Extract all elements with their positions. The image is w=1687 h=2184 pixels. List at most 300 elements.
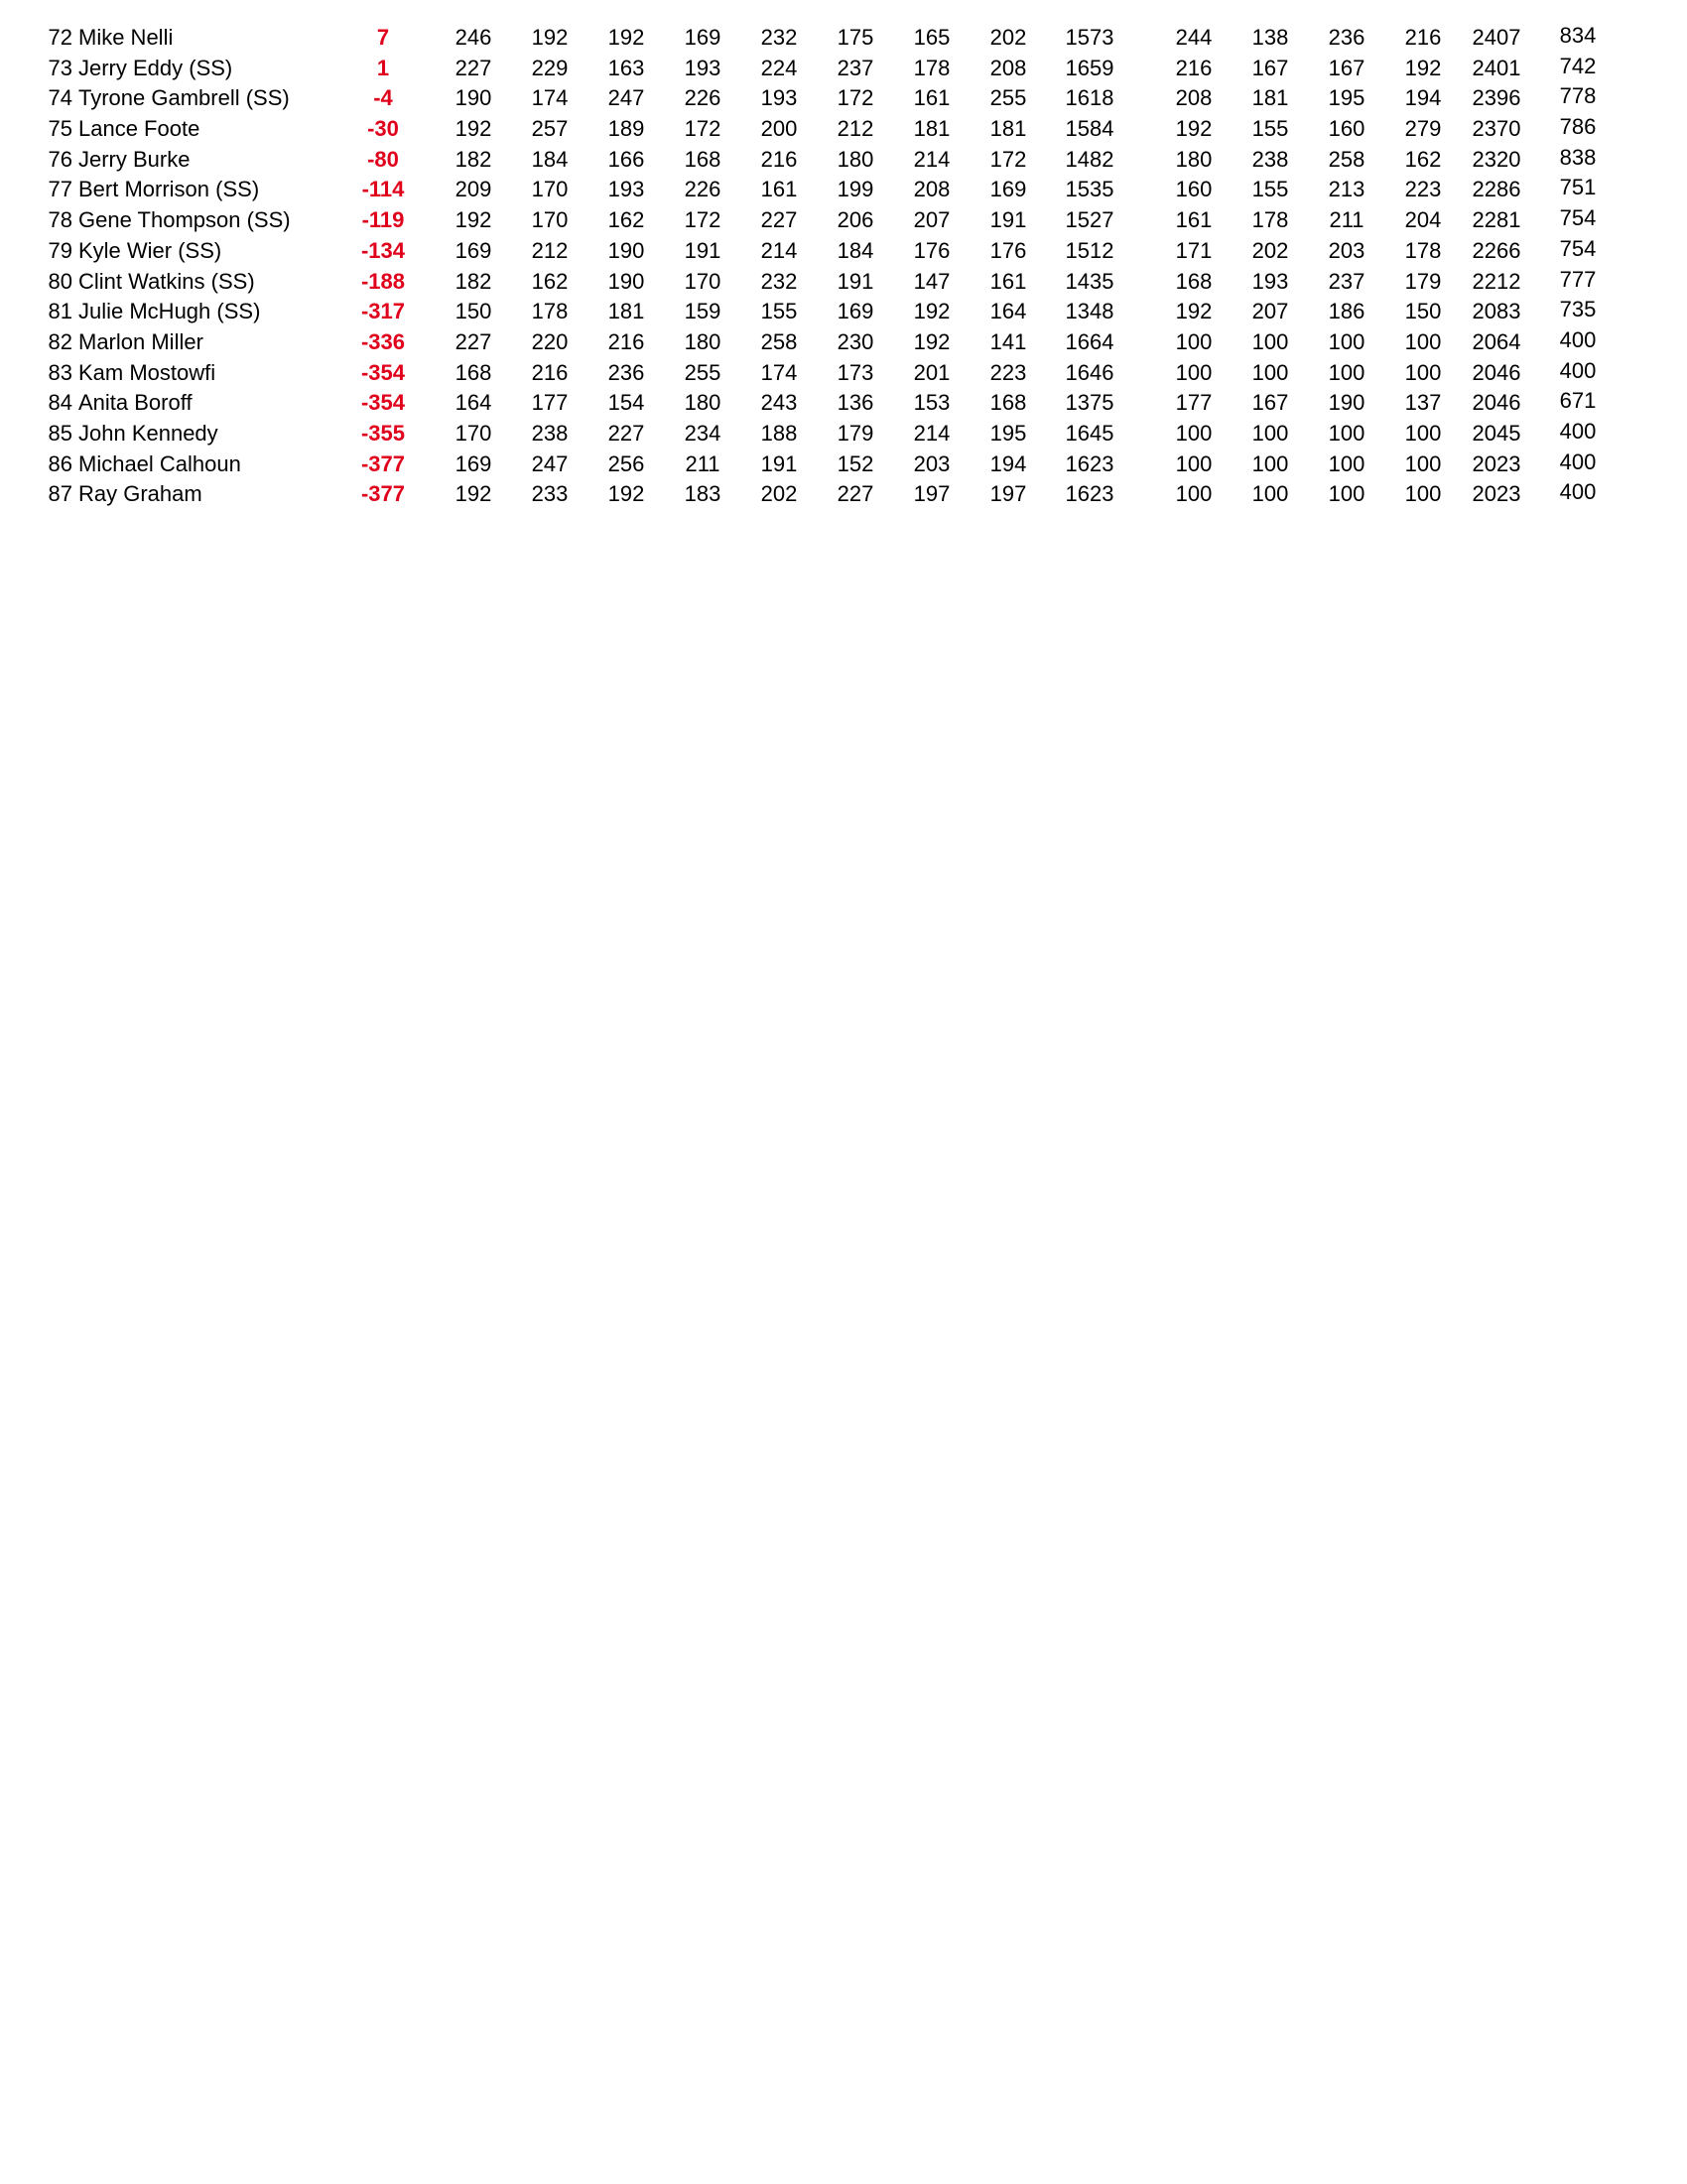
game-score-cell: 170: [531, 177, 569, 202]
game-score-cell: 100: [1328, 450, 1365, 476]
subtotal-cell: 1512: [1065, 237, 1114, 263]
game-score-cell: 211: [1329, 207, 1364, 233]
game-score-cell: 100: [1404, 420, 1442, 446]
game-score-cell: 195: [989, 420, 1027, 446]
bowler-name-cell: Julie McHugh (SS): [78, 299, 261, 324]
subtotal-cell: 1618: [1065, 85, 1114, 111]
game-score-cell: 256: [607, 450, 645, 476]
game-score-cell: 172: [989, 146, 1027, 172]
series-cell: 751: [1559, 175, 1597, 200]
game-score-cell: 211: [685, 450, 720, 476]
game-score-cell: 168: [989, 390, 1027, 416]
game-score-cell: 172: [684, 116, 721, 142]
rank-cell: 80: [48, 268, 72, 294]
bowler-name-cell: John Kennedy: [78, 420, 218, 446]
game-score-cell: 100: [1175, 359, 1213, 385]
subtotal-cell: 1375: [1065, 390, 1114, 416]
game-score-cell: 182: [454, 268, 492, 294]
game-score-cell: 191: [760, 450, 798, 476]
game-score-cell: 258: [1328, 146, 1365, 172]
bowler-name-cell: Marlon Miller: [78, 328, 203, 354]
game-score-cell: 100: [1404, 359, 1442, 385]
game-score-cell: 155: [1251, 177, 1289, 202]
game-score-cell: 202: [1251, 237, 1289, 263]
game-score-cell: 246: [454, 25, 492, 50]
differential-cell: -355: [360, 420, 406, 446]
bowler-name-cell: Clint Watkins (SS): [78, 268, 255, 294]
game-score-cell: 168: [684, 146, 721, 172]
bowler-name-cell: Michael Calhoun: [78, 450, 241, 476]
total-cell: 2401: [1472, 55, 1521, 80]
total-cell: 2281: [1472, 207, 1521, 233]
game-score-cell: 237: [837, 55, 874, 80]
rank-cell: 74: [48, 85, 72, 111]
game-score-cell: 226: [684, 85, 721, 111]
differential-cell: -354: [360, 359, 406, 385]
game-score-cell: 237: [1328, 268, 1365, 294]
rank-cell: 85: [48, 420, 72, 446]
game-score-cell: 208: [1175, 85, 1213, 111]
game-score-cell: 176: [913, 237, 951, 263]
game-score-cell: 236: [607, 359, 645, 385]
differential-cell: -119: [361, 207, 405, 233]
differential-cell: -80: [367, 146, 399, 172]
game-score-cell: 169: [684, 25, 721, 50]
game-score-cell: 147: [913, 268, 951, 294]
game-score-cell: 141: [989, 328, 1027, 354]
total-cell: 2407: [1472, 25, 1521, 50]
total-cell: 2396: [1472, 85, 1521, 111]
game-score-cell: 181: [913, 116, 951, 142]
game-score-cell: 167: [1251, 390, 1289, 416]
game-score-cell: 257: [531, 116, 569, 142]
game-score-cell: 209: [454, 177, 492, 202]
rank-cell: 78: [48, 207, 72, 233]
rank-cell: 75: [48, 116, 72, 142]
differential-cell: -30: [367, 116, 399, 142]
total-cell: 2370: [1472, 116, 1521, 142]
game-score-cell: 234: [684, 420, 721, 446]
game-score-cell: 197: [913, 481, 951, 507]
game-score-cell: 181: [607, 299, 645, 324]
game-score-cell: 169: [454, 237, 492, 263]
game-score-cell: 100: [1251, 359, 1289, 385]
game-score-cell: 150: [1404, 299, 1442, 324]
game-score-cell: 169: [454, 450, 492, 476]
game-score-cell: 168: [454, 359, 492, 385]
game-score-cell: 165: [913, 25, 951, 50]
differential-cell: 1: [376, 55, 390, 80]
rank-cell: 79: [48, 237, 72, 263]
differential-cell: -354: [360, 390, 406, 416]
game-score-cell: 203: [913, 450, 951, 476]
game-score-cell: 195: [1328, 85, 1365, 111]
series-cell: 778: [1559, 83, 1597, 109]
game-score-cell: 223: [1404, 177, 1442, 202]
game-score-cell: 223: [989, 359, 1027, 385]
game-score-cell: 236: [1328, 25, 1365, 50]
game-score-cell: 179: [837, 420, 874, 446]
game-score-cell: 178: [1251, 207, 1289, 233]
game-score-cell: 172: [837, 85, 874, 111]
game-score-cell: 190: [454, 85, 492, 111]
game-score-cell: 192: [531, 25, 569, 50]
game-score-cell: 138: [1251, 25, 1289, 50]
game-score-cell: 170: [531, 207, 569, 233]
game-score-cell: 100: [1328, 420, 1365, 446]
rank-cell: 81: [48, 299, 72, 324]
game-score-cell: 227: [454, 328, 492, 354]
bowler-name-cell: Ray Graham: [78, 481, 202, 507]
game-score-cell: 214: [913, 146, 951, 172]
game-score-cell: 100: [1175, 328, 1213, 354]
game-score-cell: 247: [607, 85, 645, 111]
game-score-cell: 202: [760, 481, 798, 507]
game-score-cell: 100: [1404, 481, 1442, 507]
total-cell: 2212: [1472, 268, 1521, 294]
table-row: [0, 328, 1687, 359]
game-score-cell: 229: [531, 55, 569, 80]
bowler-name-cell: Kam Mostowfi: [78, 359, 216, 385]
game-score-cell: 100: [1404, 450, 1442, 476]
game-score-cell: 178: [531, 299, 569, 324]
game-score-cell: 100: [1175, 481, 1213, 507]
game-score-cell: 214: [913, 420, 951, 446]
game-score-cell: 100: [1251, 420, 1289, 446]
table-row: [0, 176, 1687, 206]
game-score-cell: 173: [837, 359, 874, 385]
series-cell: 777: [1559, 266, 1597, 292]
table-row: [0, 237, 1687, 268]
game-score-cell: 216: [531, 359, 569, 385]
game-score-cell: 181: [1251, 85, 1289, 111]
series-cell: 754: [1559, 205, 1597, 231]
differential-cell: -134: [360, 237, 406, 263]
table-row: [0, 389, 1687, 420]
game-score-cell: 183: [684, 481, 721, 507]
game-score-cell: 212: [531, 237, 569, 263]
game-score-cell: 177: [531, 390, 569, 416]
game-score-cell: 232: [760, 268, 798, 294]
game-score-cell: 192: [454, 116, 492, 142]
table-row: [0, 55, 1687, 85]
total-cell: 2046: [1472, 359, 1521, 385]
game-score-cell: 216: [1175, 55, 1213, 80]
game-score-cell: 255: [989, 85, 1027, 111]
game-score-cell: 193: [760, 85, 798, 111]
game-score-cell: 170: [684, 268, 721, 294]
game-score-cell: 192: [454, 207, 492, 233]
bowler-name-cell: Jerry Burke: [78, 146, 191, 172]
total-cell: 2045: [1472, 420, 1521, 446]
game-score-cell: 164: [454, 390, 492, 416]
game-score-cell: 178: [913, 55, 951, 80]
game-score-cell: 194: [989, 450, 1027, 476]
game-score-cell: 238: [1251, 146, 1289, 172]
series-cell: 834: [1559, 23, 1597, 48]
game-score-cell: 258: [760, 328, 798, 354]
game-score-cell: 153: [913, 390, 951, 416]
game-score-cell: 161: [913, 85, 951, 111]
table-row: [0, 206, 1687, 237]
game-score-cell: 279: [1404, 116, 1442, 142]
game-score-cell: 192: [607, 481, 645, 507]
total-cell: 2083: [1472, 299, 1521, 324]
bowler-name-cell: Mike Nelli: [78, 25, 174, 50]
series-cell: 742: [1559, 53, 1597, 78]
game-score-cell: 159: [684, 299, 721, 324]
game-score-cell: 180: [837, 146, 874, 172]
game-score-cell: 204: [1404, 207, 1442, 233]
subtotal-cell: 1659: [1065, 55, 1114, 80]
differential-cell: 7: [376, 25, 390, 50]
table-row: [0, 24, 1687, 55]
game-score-cell: 207: [913, 207, 951, 233]
game-score-cell: 178: [1404, 237, 1442, 263]
game-score-cell: 200: [760, 116, 798, 142]
total-cell: 2046: [1472, 390, 1521, 416]
subtotal-cell: 1646: [1065, 359, 1114, 385]
subtotal-cell: 1664: [1065, 328, 1114, 354]
differential-cell: -188: [360, 268, 406, 294]
game-score-cell: 160: [1175, 177, 1213, 202]
table-row: [0, 359, 1687, 390]
game-score-cell: 162: [607, 207, 645, 233]
table-row: [0, 84, 1687, 115]
game-score-cell: 177: [1175, 390, 1213, 416]
series-cell: 786: [1559, 114, 1597, 140]
table-row: [0, 298, 1687, 328]
game-score-cell: 162: [1404, 146, 1442, 172]
differential-cell: -336: [360, 328, 406, 354]
differential-cell: -377: [360, 481, 406, 507]
game-score-cell: 100: [1404, 328, 1442, 354]
game-score-cell: 100: [1175, 450, 1213, 476]
game-score-cell: 191: [837, 268, 874, 294]
series-cell: 400: [1559, 479, 1597, 505]
rank-cell: 84: [48, 390, 72, 416]
game-score-cell: 184: [531, 146, 569, 172]
bowler-name-cell: Jerry Eddy (SS): [78, 55, 233, 80]
game-score-cell: 155: [760, 299, 798, 324]
game-score-cell: 193: [1251, 268, 1289, 294]
game-score-cell: 207: [1251, 299, 1289, 324]
rank-cell: 86: [48, 450, 72, 476]
game-score-cell: 184: [837, 237, 874, 263]
game-score-cell: 172: [684, 207, 721, 233]
game-score-cell: 100: [1251, 328, 1289, 354]
subtotal-cell: 1623: [1065, 481, 1114, 507]
subtotal-cell: 1482: [1065, 146, 1114, 172]
game-score-cell: 213: [1328, 177, 1365, 202]
game-score-cell: 155: [1251, 116, 1289, 142]
game-score-cell: 192: [607, 25, 645, 50]
game-score-cell: 214: [760, 237, 798, 263]
subtotal-cell: 1584: [1065, 116, 1114, 142]
game-score-cell: 175: [837, 25, 874, 50]
game-score-cell: 186: [1328, 299, 1365, 324]
game-score-cell: 230: [837, 328, 874, 354]
game-score-cell: 238: [531, 420, 569, 446]
game-score-cell: 174: [531, 85, 569, 111]
subtotal-cell: 1573: [1065, 25, 1114, 50]
series-cell: 754: [1559, 235, 1597, 261]
bowler-name-cell: Kyle Wier (SS): [78, 237, 222, 263]
bowler-name-cell: Lance Foote: [78, 116, 200, 142]
total-cell: 2064: [1472, 328, 1521, 354]
subtotal-cell: 1623: [1065, 450, 1114, 476]
game-score-cell: 227: [454, 55, 492, 80]
subtotal-cell: 1645: [1065, 420, 1114, 446]
game-score-cell: 244: [1175, 25, 1213, 50]
game-score-cell: 176: [989, 237, 1027, 263]
game-score-cell: 179: [1404, 268, 1442, 294]
series-cell: 400: [1559, 326, 1597, 352]
game-score-cell: 243: [760, 390, 798, 416]
game-score-cell: 163: [607, 55, 645, 80]
rank-cell: 76: [48, 146, 72, 172]
game-score-cell: 181: [989, 116, 1027, 142]
game-score-cell: 152: [837, 450, 874, 476]
table-row: [0, 146, 1687, 177]
series-cell: 400: [1559, 449, 1597, 474]
table-row: [0, 420, 1687, 450]
game-score-cell: 180: [684, 328, 721, 354]
game-score-cell: 255: [684, 359, 721, 385]
total-cell: 2023: [1472, 481, 1521, 507]
game-score-cell: 232: [760, 25, 798, 50]
game-score-cell: 192: [913, 299, 951, 324]
game-score-cell: 166: [607, 146, 645, 172]
game-score-cell: 180: [684, 390, 721, 416]
subtotal-cell: 1527: [1065, 207, 1114, 233]
game-score-cell: 100: [1251, 481, 1289, 507]
table-row: [0, 268, 1687, 299]
game-score-cell: 202: [989, 25, 1027, 50]
game-score-cell: 193: [684, 55, 721, 80]
game-score-cell: 190: [607, 237, 645, 263]
game-score-cell: 216: [607, 328, 645, 354]
table-row: [0, 480, 1687, 511]
game-score-cell: 167: [1328, 55, 1365, 80]
subtotal-cell: 1348: [1065, 299, 1114, 324]
standings-table: [0, 24, 1687, 511]
game-score-cell: 154: [607, 390, 645, 416]
rank-cell: 72: [48, 25, 72, 50]
series-cell: 400: [1559, 418, 1597, 444]
game-score-cell: 191: [684, 237, 721, 263]
total-cell: 2023: [1472, 450, 1521, 476]
bowler-name-cell: Tyrone Gambrell (SS): [78, 85, 290, 111]
series-cell: 400: [1559, 357, 1597, 383]
game-score-cell: 171: [1175, 237, 1213, 263]
game-score-cell: 167: [1251, 55, 1289, 80]
game-score-cell: 190: [607, 268, 645, 294]
differential-cell: -114: [361, 177, 405, 202]
game-score-cell: 224: [760, 55, 798, 80]
game-score-cell: 180: [1175, 146, 1213, 172]
series-cell: 735: [1559, 297, 1597, 322]
game-score-cell: 161: [989, 268, 1027, 294]
bowler-name-cell: Gene Thompson (SS): [78, 207, 291, 233]
game-score-cell: 100: [1251, 450, 1289, 476]
game-score-cell: 100: [1328, 328, 1365, 354]
game-score-cell: 216: [1404, 25, 1442, 50]
game-score-cell: 197: [989, 481, 1027, 507]
game-score-cell: 233: [531, 481, 569, 507]
game-score-cell: 192: [1175, 299, 1213, 324]
rank-cell: 83: [48, 359, 72, 385]
game-score-cell: 174: [760, 359, 798, 385]
game-score-cell: 216: [760, 146, 798, 172]
game-score-cell: 191: [989, 207, 1027, 233]
game-score-cell: 100: [1328, 481, 1365, 507]
game-score-cell: 170: [454, 420, 492, 446]
game-score-cell: 203: [1328, 237, 1365, 263]
game-score-cell: 227: [607, 420, 645, 446]
game-score-cell: 161: [760, 177, 798, 202]
game-score-cell: 194: [1404, 85, 1442, 111]
game-score-cell: 160: [1328, 116, 1365, 142]
differential-cell: -4: [373, 85, 393, 111]
game-score-cell: 247: [531, 450, 569, 476]
game-score-cell: 190: [1328, 390, 1365, 416]
game-score-cell: 150: [454, 299, 492, 324]
game-score-cell: 227: [837, 481, 874, 507]
series-cell: 671: [1559, 388, 1597, 414]
game-score-cell: 212: [837, 116, 874, 142]
game-score-cell: 192: [1404, 55, 1442, 80]
game-score-cell: 169: [837, 299, 874, 324]
differential-cell: -377: [360, 450, 406, 476]
game-score-cell: 227: [760, 207, 798, 233]
game-score-cell: 100: [1328, 359, 1365, 385]
bowler-name-cell: Bert Morrison (SS): [78, 177, 260, 202]
game-score-cell: 189: [607, 116, 645, 142]
total-cell: 2320: [1472, 146, 1521, 172]
rank-cell: 87: [48, 481, 72, 507]
game-score-cell: 220: [531, 328, 569, 354]
table-row: [0, 115, 1687, 146]
game-score-cell: 192: [454, 481, 492, 507]
game-score-cell: 188: [760, 420, 798, 446]
game-score-cell: 206: [837, 207, 874, 233]
game-score-cell: 137: [1404, 390, 1442, 416]
series-cell: 838: [1559, 144, 1597, 170]
bowler-name-cell: Anita Boroff: [78, 390, 193, 416]
game-score-cell: 168: [1175, 268, 1213, 294]
game-score-cell: 226: [684, 177, 721, 202]
total-cell: 2266: [1472, 237, 1521, 263]
table-row: [0, 450, 1687, 481]
subtotal-cell: 1535: [1065, 177, 1114, 202]
rank-cell: 82: [48, 328, 72, 354]
total-cell: 2286: [1472, 177, 1521, 202]
differential-cell: -317: [360, 299, 406, 324]
game-score-cell: 162: [531, 268, 569, 294]
game-score-cell: 208: [913, 177, 951, 202]
game-score-cell: 201: [913, 359, 951, 385]
game-score-cell: 161: [1175, 207, 1213, 233]
rank-cell: 77: [48, 177, 72, 202]
game-score-cell: 192: [913, 328, 951, 354]
game-score-cell: 100: [1175, 420, 1213, 446]
subtotal-cell: 1435: [1065, 268, 1114, 294]
game-score-cell: 182: [454, 146, 492, 172]
game-score-cell: 192: [1175, 116, 1213, 142]
game-score-cell: 208: [989, 55, 1027, 80]
game-score-cell: 193: [607, 177, 645, 202]
